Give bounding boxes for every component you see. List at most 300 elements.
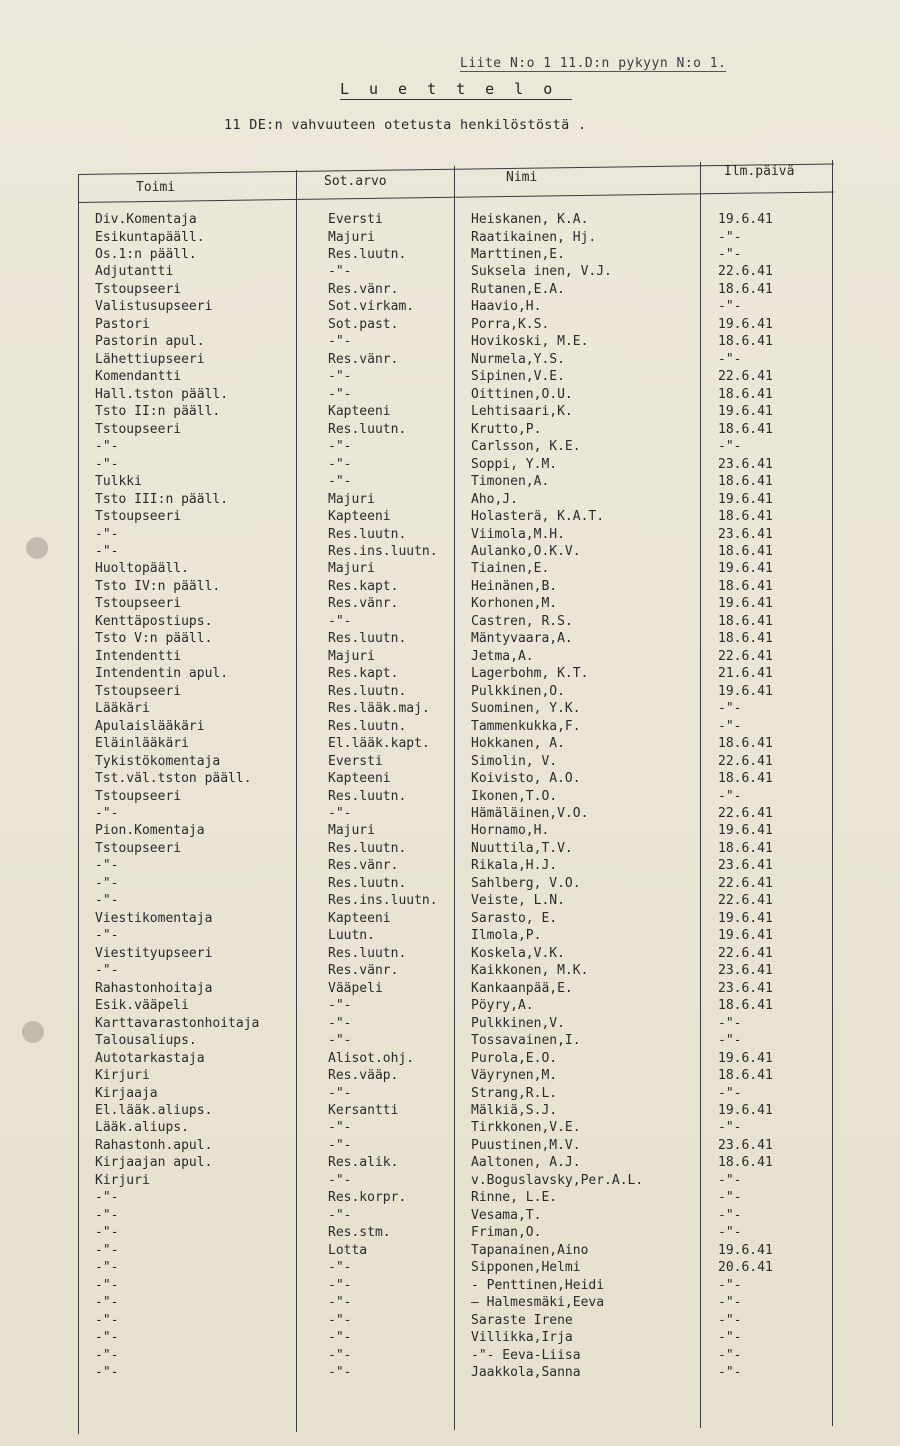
nimi-cell: Sahlberg, V.O. bbox=[471, 875, 581, 891]
ilm-paiva-cell: 18.6.41 bbox=[718, 998, 773, 1014]
table-row bbox=[78, 1348, 834, 1366]
table-row bbox=[78, 1173, 834, 1191]
nimi-cell: Friman,O. bbox=[471, 1225, 542, 1241]
table-row bbox=[78, 439, 834, 457]
table-row bbox=[78, 1033, 834, 1051]
sot-arvo-cell: -"- bbox=[328, 1260, 352, 1276]
sot-arvo-cell: Res.luutn. bbox=[328, 718, 407, 734]
ilm-paiva-cell: 18.6.41 bbox=[718, 543, 773, 559]
nimi-cell: Carlsson, K.E. bbox=[471, 439, 581, 455]
table-row bbox=[78, 1278, 834, 1296]
ilm-paiva-cell: -"- bbox=[718, 1330, 742, 1346]
nimi-cell: Ikonen,T.O. bbox=[471, 788, 558, 804]
table-row bbox=[78, 247, 834, 265]
nimi-cell: Aaltonen, A.J. bbox=[471, 1155, 581, 1171]
sot-arvo-cell: Vääpeli bbox=[328, 980, 383, 996]
table-row bbox=[78, 1190, 834, 1208]
sot-arvo-cell: Res.luutn. bbox=[328, 683, 407, 699]
table-row bbox=[78, 492, 834, 510]
toimi-cell: -"- bbox=[95, 1330, 119, 1346]
header-toimi: Toimi bbox=[136, 180, 176, 195]
toimi-cell: Tykistökomentaja bbox=[95, 753, 221, 769]
toimi-cell: -"- bbox=[95, 1242, 119, 1258]
nimi-cell: Väyrynen,M. bbox=[471, 1068, 558, 1083]
header-nimi: Nimi bbox=[506, 170, 538, 185]
nimi-cell: Jetma,A. bbox=[471, 648, 534, 664]
nimi-cell: Sipinen,V.E. bbox=[471, 369, 565, 385]
toimi-cell: Intendentin apul. bbox=[95, 666, 229, 682]
table-header-rule bbox=[78, 191, 834, 203]
toimi-cell: Viestikomentaja bbox=[95, 910, 213, 926]
sot-arvo-cell: Res.ins.luutn. bbox=[328, 543, 438, 559]
sot-arvo-cell: Res.luutn. bbox=[328, 788, 407, 804]
ilm-paiva-cell: 19.6.41 bbox=[718, 928, 773, 944]
sot-arvo-cell: Res.vänr. bbox=[328, 596, 399, 612]
ilm-paiva-cell: -"- bbox=[718, 1207, 742, 1223]
sot-arvo-cell: -"- bbox=[328, 1347, 352, 1363]
sot-arvo-cell: Res.vänr. bbox=[328, 351, 399, 367]
ilm-paiva-cell: 18.6.41 bbox=[718, 474, 773, 489]
ilm-paiva-cell: 19.6.41 bbox=[718, 683, 773, 699]
ilm-paiva-cell: 19.6.41 bbox=[718, 1103, 773, 1118]
sot-arvo-cell: -"- bbox=[328, 1330, 352, 1346]
sot-arvo-cell: Res.luutn. bbox=[328, 421, 407, 437]
nimi-cell: Purola,E.O. bbox=[471, 1050, 558, 1066]
sot-arvo-cell: -"- bbox=[328, 998, 352, 1014]
toimi-cell: -"- bbox=[95, 928, 119, 944]
nimi-cell: Aho,J. bbox=[471, 491, 518, 507]
ilm-paiva-cell: -"- bbox=[718, 1312, 742, 1328]
sot-arvo-cell: Majuri bbox=[328, 648, 375, 664]
sot-arvo-cell: Res.vänr. bbox=[328, 963, 399, 979]
sot-arvo-cell: -"- bbox=[328, 613, 352, 629]
nimi-cell: Hokkanen, A. bbox=[471, 736, 565, 752]
table-row bbox=[78, 509, 834, 527]
toimi-cell: Pastorin apul. bbox=[95, 334, 205, 350]
sot-arvo-cell: Kapteeni bbox=[328, 910, 391, 926]
toimi-cell: -"- bbox=[95, 1347, 119, 1363]
toimi-cell: -"- bbox=[95, 1277, 119, 1293]
table-row bbox=[78, 422, 834, 440]
ilm-paiva-cell: -"- bbox=[718, 246, 742, 262]
toimi-cell: Kirjuri bbox=[95, 1068, 150, 1083]
toimi-cell: Tstoupseeri bbox=[95, 421, 182, 437]
nimi-cell: Koivisto, A.O. bbox=[471, 771, 581, 786]
table-row bbox=[78, 981, 834, 999]
ilm-paiva-cell: 22.6.41 bbox=[718, 753, 773, 769]
nimi-cell: Mäntyvaara,A. bbox=[471, 631, 573, 647]
sot-arvo-cell: Res.kapt. bbox=[328, 578, 399, 594]
ilm-paiva-cell: 18.6.41 bbox=[718, 736, 773, 752]
punch-hole-upper bbox=[26, 537, 48, 559]
toimi-cell: Tstoupseeri bbox=[95, 596, 182, 612]
nimi-cell: — Halmesmäki,Eeva bbox=[471, 1295, 605, 1311]
nimi-cell: Kaikkonen, M.K. bbox=[471, 963, 589, 979]
table-row bbox=[78, 561, 834, 579]
ilm-paiva-cell: 19.6.41 bbox=[718, 212, 773, 227]
nimi-cell: Pulkkinen,V. bbox=[471, 1015, 565, 1031]
nimi-cell: Sarasto, E. bbox=[471, 910, 558, 926]
toimi-cell: Kenttäpostiups. bbox=[95, 613, 213, 629]
table-row bbox=[78, 876, 834, 894]
table-row bbox=[78, 1243, 834, 1261]
sot-arvo-cell: Majuri bbox=[328, 561, 375, 577]
table-row bbox=[78, 387, 834, 405]
nimi-cell: Timonen,A. bbox=[471, 474, 550, 489]
toimi-cell: -"- bbox=[95, 1295, 119, 1311]
sot-arvo-cell: -"- bbox=[328, 1137, 352, 1153]
table-row bbox=[78, 1138, 834, 1156]
table-row bbox=[78, 754, 834, 772]
nimi-cell: Lagerbohm, K.T. bbox=[471, 666, 589, 682]
ilm-paiva-cell: -"- bbox=[718, 788, 742, 804]
toimi-cell: Tsto V:n pääll. bbox=[95, 631, 213, 647]
toimi-cell: -"- bbox=[95, 1365, 119, 1380]
sot-arvo-cell: Kapteeni bbox=[328, 404, 391, 420]
sot-arvo-cell: Kapteeni bbox=[328, 771, 391, 786]
sot-arvo-cell: -"- bbox=[328, 386, 352, 402]
toimi-cell: Lääkäri bbox=[95, 701, 150, 717]
sot-arvo-cell: -"- bbox=[328, 456, 352, 472]
ilm-paiva-cell: 23.6.41 bbox=[718, 963, 773, 979]
ilm-paiva-cell: -"- bbox=[718, 1033, 742, 1049]
sot-arvo-cell: Majuri bbox=[328, 823, 375, 839]
nimi-cell: Hovikoski, M.E. bbox=[471, 334, 589, 350]
ilm-paiva-cell: -"- bbox=[718, 1120, 742, 1136]
ilm-paiva-cell: -"- bbox=[718, 351, 742, 367]
ilm-paiva-cell: 23.6.41 bbox=[718, 980, 773, 996]
nimi-cell: Veiste, L.N. bbox=[471, 893, 565, 909]
ilm-paiva-cell: 20.6.41 bbox=[718, 1260, 773, 1276]
ilm-paiva-cell: 22.6.41 bbox=[718, 875, 773, 891]
nimi-cell: Tammenkukka,F. bbox=[471, 718, 581, 734]
ilm-paiva-cell: 18.6.41 bbox=[718, 509, 773, 524]
toimi-cell: Tsto III:n pääll. bbox=[95, 491, 229, 507]
table-row bbox=[78, 666, 834, 684]
toimi-cell: Tstoupseeri bbox=[95, 788, 182, 804]
nimi-cell: v.Boguslavsky,Per.A.L. bbox=[471, 1172, 644, 1188]
sot-arvo-cell: El.lääk.kapt. bbox=[328, 736, 430, 752]
sot-arvo-cell: Res.luutn. bbox=[328, 526, 407, 542]
ilm-paiva-cell: 19.6.41 bbox=[718, 910, 773, 926]
nimi-cell: Heinänen,B. bbox=[471, 578, 558, 594]
table-row bbox=[78, 299, 834, 317]
ilm-paiva-cell: -"- bbox=[718, 1347, 742, 1363]
sot-arvo-cell: Res.lääk.maj. bbox=[328, 701, 430, 717]
table-row bbox=[78, 684, 834, 702]
ilm-paiva-cell: -"- bbox=[718, 1015, 742, 1031]
nimi-cell: Mälkiä,S.J. bbox=[471, 1103, 558, 1118]
ilm-paiva-cell: 18.6.41 bbox=[718, 281, 773, 297]
sot-arvo-cell: -"- bbox=[328, 334, 352, 350]
table-row bbox=[78, 334, 834, 352]
nimi-cell: Villikka,Irja bbox=[471, 1330, 573, 1346]
nimi-cell: Tapanainen,Aino bbox=[471, 1242, 589, 1258]
sot-arvo-cell: Res.luutn. bbox=[328, 945, 407, 961]
ilm-paiva-cell: -"- bbox=[718, 718, 742, 734]
sot-arvo-cell: Res.alik. bbox=[328, 1155, 399, 1171]
toimi-cell: -"- bbox=[95, 893, 119, 909]
toimi-cell: -"- bbox=[95, 543, 119, 559]
table-row bbox=[78, 1120, 834, 1138]
toimi-cell: Huoltopääll. bbox=[95, 561, 189, 577]
sot-arvo-cell: Res.ins.luutn. bbox=[328, 893, 438, 909]
table-row bbox=[78, 841, 834, 859]
header-sot-arvo: Sot.arvo bbox=[324, 174, 387, 189]
sot-arvo-cell: Res.korpr. bbox=[328, 1190, 407, 1206]
table-row bbox=[78, 1330, 834, 1348]
ilm-paiva-cell: -"- bbox=[718, 229, 742, 245]
sot-arvo-cell: Res.luutn. bbox=[328, 875, 407, 891]
table-row bbox=[78, 1208, 834, 1226]
table-row bbox=[78, 789, 834, 807]
toimi-cell: Rahastonh.apul. bbox=[95, 1137, 213, 1153]
sot-arvo-cell: Sot.past. bbox=[328, 316, 399, 332]
toimi-cell: -"- bbox=[95, 439, 119, 455]
nimi-cell: Rinne, L.E. bbox=[471, 1190, 558, 1206]
ilm-paiva-cell: -"- bbox=[718, 1085, 742, 1101]
nimi-cell: Aulanko,O.K.V. bbox=[471, 543, 581, 559]
table-row bbox=[78, 1295, 834, 1313]
table-row bbox=[78, 858, 834, 876]
ilm-paiva-cell: 19.6.41 bbox=[718, 404, 773, 420]
toimi-cell: Pion.Komentaja bbox=[95, 823, 205, 839]
table-row bbox=[78, 264, 834, 282]
table-row bbox=[78, 631, 834, 649]
toimi-cell: Kirjuri bbox=[95, 1172, 150, 1188]
table-row bbox=[78, 544, 834, 562]
sot-arvo-cell: Majuri bbox=[328, 229, 375, 245]
ilm-paiva-cell: 19.6.41 bbox=[718, 1050, 773, 1066]
toimi-cell: -"- bbox=[95, 456, 119, 472]
sot-arvo-cell: -"- bbox=[328, 1085, 352, 1101]
nimi-cell: Hämäläinen,V.O. bbox=[471, 806, 589, 821]
table-row bbox=[78, 1313, 834, 1331]
table-row bbox=[78, 823, 834, 841]
ilm-paiva-cell: 21.6.41 bbox=[718, 666, 773, 682]
toimi-cell: El.lääk.aliups. bbox=[95, 1103, 213, 1118]
nimi-cell: Heiskanen, K.A. bbox=[471, 212, 589, 227]
toimi-cell: Karttavarastonhoitaja bbox=[95, 1015, 260, 1031]
nimi-cell: - Penttinen,Heidi bbox=[471, 1277, 605, 1293]
document-title: Luettelo bbox=[340, 80, 573, 98]
toimi-cell: Hall.tston pääll. bbox=[95, 386, 229, 402]
toimi-cell: Intendentti bbox=[95, 648, 182, 664]
ilm-paiva-cell: -"- bbox=[718, 1365, 742, 1380]
table-row bbox=[78, 1103, 834, 1121]
nimi-cell: Raatikainen, Hj. bbox=[471, 229, 597, 245]
table-row bbox=[78, 946, 834, 964]
nimi-cell: Jaakkola,Sanna bbox=[471, 1365, 581, 1380]
reference-note: Liite N:o 1 11.D:n pykyyn N:o 1. bbox=[460, 56, 727, 71]
nimi-cell: Soppi, Y.M. bbox=[471, 456, 558, 472]
toimi-cell: Tst.väl.tston pääll. bbox=[95, 771, 252, 786]
nimi-cell: Viimola,M.H. bbox=[471, 526, 565, 542]
toimi-cell: -"- bbox=[95, 1260, 119, 1276]
ilm-paiva-cell: 19.6.41 bbox=[718, 561, 773, 577]
table-row bbox=[78, 1051, 834, 1069]
nimi-cell: Ilmola,P. bbox=[471, 928, 542, 944]
ilm-paiva-cell: -"- bbox=[718, 1190, 742, 1206]
toimi-cell: Eläinlääkäri bbox=[95, 736, 189, 752]
toimi-cell: -"- bbox=[95, 1190, 119, 1206]
toimi-cell: -"- bbox=[95, 963, 119, 979]
toimi-cell: Os.1:n pääll. bbox=[95, 246, 197, 262]
table-row bbox=[78, 893, 834, 911]
nimi-cell: Haavio,H. bbox=[471, 299, 542, 315]
ilm-paiva-cell: 18.6.41 bbox=[718, 1155, 773, 1171]
ilm-paiva-cell: 19.6.41 bbox=[718, 491, 773, 507]
sot-arvo-cell: -"- bbox=[328, 1365, 352, 1380]
table-row bbox=[78, 317, 834, 335]
sot-arvo-cell: Kapteeni bbox=[328, 509, 391, 524]
ilm-paiva-cell: -"- bbox=[718, 1295, 742, 1311]
toimi-cell: Esikuntapääll. bbox=[95, 229, 205, 245]
nimi-cell: Rikala,H.J. bbox=[471, 858, 558, 874]
nimi-cell: Pulkkinen,O. bbox=[471, 683, 565, 699]
ilm-paiva-cell: 18.6.41 bbox=[718, 1068, 773, 1083]
toimi-cell: Lähettiupseeri bbox=[95, 351, 205, 367]
table-row bbox=[78, 457, 834, 475]
nimi-cell: Lehtisaari,K. bbox=[471, 404, 573, 420]
table-row bbox=[78, 527, 834, 545]
ilm-paiva-cell: 18.6.41 bbox=[718, 631, 773, 647]
sot-arvo-cell: Majuri bbox=[328, 491, 375, 507]
nimi-cell: Marttinen,E. bbox=[471, 246, 565, 262]
toimi-cell: Tulkki bbox=[95, 474, 142, 489]
nimi-cell: Puustinen,M.V. bbox=[471, 1137, 581, 1153]
toimi-cell: Tstoupseeri bbox=[95, 683, 182, 699]
ilm-paiva-cell: 18.6.41 bbox=[718, 334, 773, 350]
sot-arvo-cell: Eversti bbox=[328, 212, 383, 227]
table-row bbox=[78, 806, 834, 824]
nimi-cell: Hornamo,H. bbox=[471, 823, 550, 839]
ilm-paiva-cell: 22.6.41 bbox=[718, 945, 773, 961]
table-row bbox=[78, 352, 834, 370]
sot-arvo-cell: Eversti bbox=[328, 753, 383, 769]
nimi-cell: Pöyry,A. bbox=[471, 998, 534, 1014]
toimi-cell: Rahastonhoitaja bbox=[95, 980, 213, 996]
table-row bbox=[78, 1365, 834, 1383]
ilm-paiva-cell: 22.6.41 bbox=[718, 648, 773, 664]
nimi-cell: Kankaanpää,E. bbox=[471, 980, 573, 996]
nimi-cell: Holasterä, K.A.T. bbox=[471, 509, 605, 524]
toimi-cell: Valistusupseeri bbox=[95, 299, 213, 315]
ilm-paiva-cell: -"- bbox=[718, 299, 742, 315]
ilm-paiva-cell: 18.6.41 bbox=[718, 578, 773, 594]
toimi-cell: Kirjaajan apul. bbox=[95, 1155, 213, 1171]
table-row bbox=[78, 369, 834, 387]
sot-arvo-cell: -"- bbox=[328, 1015, 352, 1031]
sot-arvo-cell: -"- bbox=[328, 474, 352, 489]
nimi-cell: Simolin, V. bbox=[471, 753, 558, 769]
toimi-cell: Kirjaaja bbox=[95, 1085, 158, 1101]
nimi-cell: Rutanen,E.A. bbox=[471, 281, 565, 297]
ilm-paiva-cell: 19.6.41 bbox=[718, 823, 773, 839]
toimi-cell: -"- bbox=[95, 1312, 119, 1328]
nimi-cell: Porra,K.S. bbox=[471, 316, 550, 332]
table-row bbox=[78, 963, 834, 981]
nimi-cell: Castren, R.S. bbox=[471, 613, 573, 629]
sot-arvo-cell: Kersantti bbox=[328, 1103, 399, 1118]
sot-arvo-cell: -"- bbox=[328, 1120, 352, 1136]
nimi-cell: -"- Eeva-Liisa bbox=[471, 1347, 581, 1363]
ilm-paiva-cell: -"- bbox=[718, 1225, 742, 1241]
toimi-cell: -"- bbox=[95, 806, 119, 821]
sot-arvo-cell: Res.kapt. bbox=[328, 666, 399, 682]
nimi-cell: Tiainen,E. bbox=[471, 561, 550, 577]
sot-arvo-cell: Res.vääp. bbox=[328, 1068, 399, 1083]
sot-arvo-cell: -"- bbox=[328, 1295, 352, 1311]
nimi-cell: Sipponen,Helmi bbox=[471, 1260, 581, 1276]
toimi-cell: Komendantti bbox=[95, 369, 182, 385]
table-row bbox=[78, 719, 834, 737]
table-row bbox=[78, 614, 834, 632]
ilm-paiva-cell: 19.6.41 bbox=[718, 596, 773, 612]
table-row bbox=[78, 474, 834, 492]
table-row bbox=[78, 1155, 834, 1173]
punch-hole-lower bbox=[22, 1021, 44, 1043]
nimi-cell: Suksela inen, V.J. bbox=[471, 264, 612, 280]
sot-arvo-cell: Alisot.ohj. bbox=[328, 1050, 415, 1066]
sot-arvo-cell: Res.vänr. bbox=[328, 281, 399, 297]
table-row bbox=[78, 230, 834, 248]
nimi-cell: Vesama,T. bbox=[471, 1207, 542, 1223]
sot-arvo-cell: Sot.virkam. bbox=[328, 299, 415, 315]
ilm-paiva-cell: 23.6.41 bbox=[718, 1137, 773, 1153]
nimi-cell: Tossavainen,I. bbox=[471, 1033, 581, 1049]
toimi-cell: Tstoupseeri bbox=[95, 509, 182, 524]
ilm-paiva-cell: -"- bbox=[718, 701, 742, 717]
nimi-cell: Korhonen,M. bbox=[471, 596, 558, 612]
ilm-paiva-cell: 23.6.41 bbox=[718, 456, 773, 472]
ilm-paiva-cell: -"- bbox=[718, 439, 742, 455]
toimi-cell: Tsto II:n pääll. bbox=[95, 404, 221, 420]
nimi-cell: Krutto,P. bbox=[471, 421, 542, 437]
nimi-cell: Oittinen,O.U. bbox=[471, 386, 573, 402]
sot-arvo-cell: -"- bbox=[328, 1312, 352, 1328]
toimi-cell: Pastori bbox=[95, 316, 150, 332]
toimi-cell: Tsto IV:n pääll. bbox=[95, 578, 221, 594]
table-row bbox=[78, 736, 834, 754]
sot-arvo-cell: Res.luutn. bbox=[328, 246, 407, 262]
table-row bbox=[78, 596, 834, 614]
table-row bbox=[78, 1086, 834, 1104]
table-top-rule bbox=[78, 163, 834, 175]
toimi-cell: -"- bbox=[95, 1207, 119, 1223]
sot-arvo-cell: Lotta bbox=[328, 1242, 368, 1258]
sot-arvo-cell: Res.vänr. bbox=[328, 858, 399, 874]
ilm-paiva-cell: 19.6.41 bbox=[718, 1242, 773, 1258]
sot-arvo-cell: Luutn. bbox=[328, 928, 375, 944]
nimi-cell: Nuuttila,T.V. bbox=[471, 840, 573, 856]
toimi-cell: Tstoupseeri bbox=[95, 840, 182, 856]
nimi-cell: Koskela,V.K. bbox=[471, 945, 565, 961]
sot-arvo-cell: -"- bbox=[328, 369, 352, 385]
table-row bbox=[78, 1260, 834, 1278]
sot-arvo-cell: -"- bbox=[328, 806, 352, 821]
sot-arvo-cell: Res.luutn. bbox=[328, 840, 407, 856]
header-ilm-paiva: Ilm.päivä bbox=[724, 164, 795, 179]
sot-arvo-cell: Res.luutn. bbox=[328, 631, 407, 647]
toimi-cell: Autotarkastaja bbox=[95, 1050, 205, 1066]
ilm-paiva-cell: 22.6.41 bbox=[718, 264, 773, 280]
toimi-cell: Lääk.aliups. bbox=[95, 1120, 189, 1136]
sot-arvo-cell: -"- bbox=[328, 1033, 352, 1049]
ilm-paiva-cell: 18.6.41 bbox=[718, 386, 773, 402]
ilm-paiva-cell: 22.6.41 bbox=[718, 806, 773, 821]
ilm-paiva-cell: 18.6.41 bbox=[718, 613, 773, 629]
